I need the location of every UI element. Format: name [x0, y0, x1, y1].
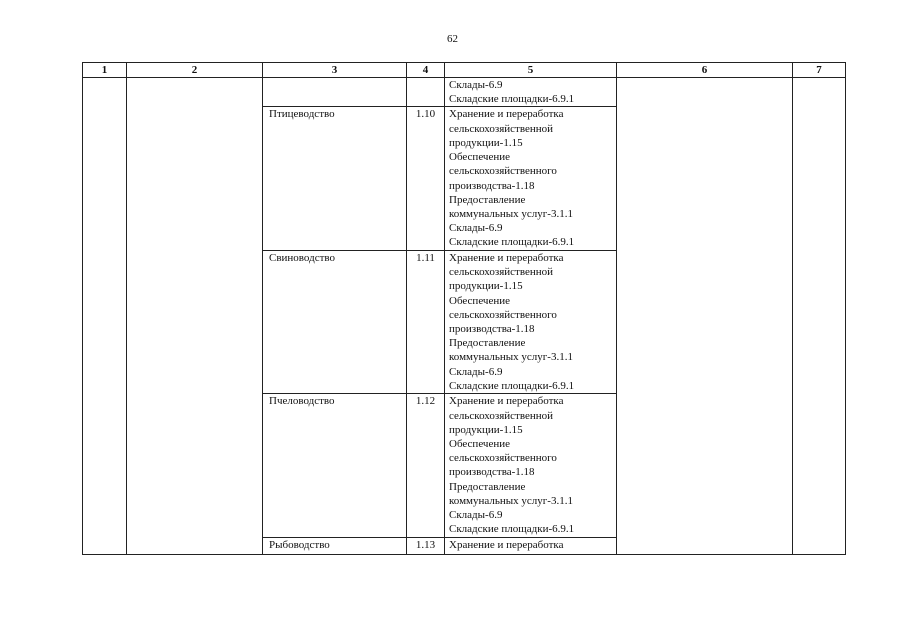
use-line: сельскохозяйственного: [449, 308, 557, 321]
use-line: Склады-6.9: [449, 222, 503, 235]
use-line: производства-1.18: [449, 322, 535, 335]
row-uses: [445, 107, 617, 250]
use-line: Обеспечение: [449, 294, 510, 307]
use-line: Обеспечение: [449, 151, 510, 164]
use-line: сельскохозяйственной: [449, 266, 554, 279]
col-1-cell: [83, 78, 127, 555]
use-line: Обеспечение: [449, 438, 510, 451]
use-line: Предоставление: [449, 337, 526, 350]
use-line: сельскохозяйственной: [449, 409, 554, 422]
continuation-code-cell: [407, 78, 445, 107]
use-line: коммунальных услуг-3.1.1: [449, 494, 573, 507]
use-line: Хранение и переработка: [449, 251, 564, 264]
use-line: продукции-1.15: [449, 423, 523, 436]
row-uses: [445, 394, 617, 537]
use-line: Склады-6.9: [449, 79, 503, 91]
header-row: [83, 63, 846, 78]
use-line: Складские площадки-6.9.1: [449, 93, 575, 106]
use-line: Хранение и переработка: [449, 395, 564, 408]
use-line: продукции-1.15: [449, 280, 523, 293]
use-line: Складские площадки-6.9.1: [449, 236, 575, 249]
header-col-2: 2: [127, 63, 263, 78]
row-code: 1.13: [407, 537, 445, 554]
row-uses: [445, 250, 617, 393]
row-name: Птицеводство: [263, 107, 407, 250]
use-line: коммунальных услуг-3.1.1: [449, 351, 573, 364]
use-line: производства-1.18: [449, 466, 535, 479]
continuation-uses-cell: [445, 78, 617, 107]
header-col-1: 1: [83, 63, 127, 78]
use-line: сельскохозяйственной: [449, 122, 554, 135]
use-line: коммунальных услуг-3.1.1: [449, 207, 573, 220]
page-number: 62: [447, 33, 458, 45]
table-row-continuation: [83, 78, 846, 107]
use-line: Хранение и переработка: [449, 108, 564, 121]
use-line: продукции-1.15: [449, 136, 523, 149]
use-line: Предоставление: [449, 193, 526, 206]
row-code: 1.10: [407, 107, 445, 250]
col-7-cell: [793, 78, 846, 555]
header-col-7: 7: [793, 63, 846, 78]
use-line: производства-1.18: [449, 179, 535, 192]
header-col-3: 3: [263, 63, 407, 78]
use-line: Складские площадки-6.9.1: [449, 523, 575, 536]
document-table: [82, 62, 846, 555]
use-line: Складские площадки-6.9.1: [449, 379, 575, 392]
header-col-4: 4: [407, 63, 445, 78]
use-line: сельскохозяйственного: [449, 165, 557, 178]
row-code: 1.11: [407, 250, 445, 393]
use-line: Склады-6.9: [449, 365, 503, 378]
header-col-6: 6: [617, 63, 793, 78]
row-code: 1.12: [407, 394, 445, 537]
row-name: Рыбоводство: [263, 537, 407, 554]
use-line: сельскохозяйственного: [449, 452, 557, 465]
row-name: Пчеловодство: [263, 394, 407, 537]
row-uses: [445, 537, 617, 554]
continuation-name-cell: [263, 78, 407, 107]
row-name: Свиноводство: [263, 250, 407, 393]
use-line: Хранение и переработка: [449, 538, 564, 551]
header-col-5: 5: [445, 63, 617, 78]
col-2-cell: [127, 78, 263, 555]
use-line: Склады-6.9: [449, 509, 503, 522]
use-line: Предоставление: [449, 480, 526, 493]
col-6-cell: [617, 78, 793, 555]
